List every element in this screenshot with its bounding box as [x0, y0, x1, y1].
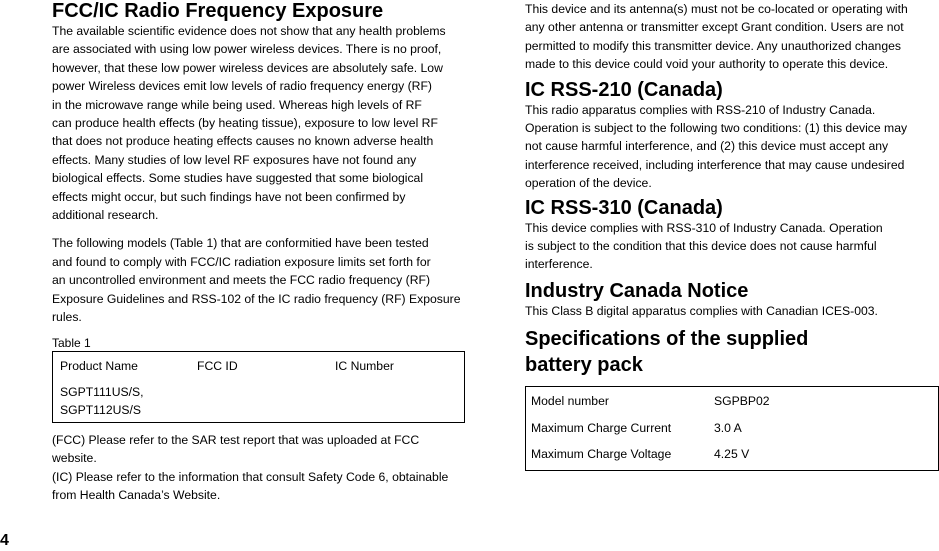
battery-spec-heading	[525, 326, 939, 378]
co-location-paragraph	[525, 0, 939, 74]
text-line: biological effects. Some studies have suggested that some biological	[52, 171, 424, 186]
heading-line: battery pack	[525, 354, 643, 377]
table-header-row	[53, 351, 465, 383]
text-line: additional research.	[52, 208, 159, 223]
models-compliance-paragraph	[52, 234, 465, 326]
text-line: interference.	[525, 257, 593, 272]
fcc-ic-rf-exposure-heading: FCC/IC Radio Frequency Exposure	[52, 0, 384, 22]
text-line: This radio apparatus complies with RSS-210 of Industry Canada.	[525, 102, 876, 117]
product-name-cell	[53, 383, 198, 422]
sar-notes	[52, 431, 465, 505]
text-line: This device and its antenna(s) must not be co-located or operating with	[525, 2, 908, 16]
industry-canada-notice-heading: Industry Canada Notice	[525, 279, 749, 302]
text-line: The available scientific evidence does not show that any health problems	[52, 24, 446, 38]
product-model: SGPT112US/S	[60, 403, 142, 418]
right-column	[525, 0, 939, 471]
text-line: however, that these low power wireless devices are absolutely safe. Low	[52, 60, 443, 75]
table-row	[526, 415, 939, 441]
product-model: SGPT111US/S,	[60, 384, 144, 399]
battery-spec-table	[525, 386, 939, 470]
text-line: Exposure Guidelines and RSS-102 of the IC radio frequency (RF) Exposure	[52, 291, 461, 306]
text-line: made to this device could void your authority to operate this device.	[525, 57, 889, 72]
spec-value: 3.0 A	[714, 420, 742, 435]
spec-label: Maximum Charge Current	[531, 420, 672, 435]
table-row	[526, 441, 939, 470]
left-column	[52, 0, 465, 504]
text-line: effects. Many studies of low level RF exposures have not found any	[52, 152, 417, 167]
text-line: not cause harmful interference, and (2) this device must accept any	[525, 139, 889, 154]
industry-canada-notice-text: This Class B digital apparatus complies with Canadian ICES-003.	[525, 303, 878, 318]
text-line: are associated with using low power wireless devices. There is no proof,	[52, 42, 442, 57]
fcc-id-cell	[197, 383, 335, 422]
rss-310-heading: IC RSS-310 (Canada)	[525, 196, 723, 219]
text-line: an uncontrolled environment and meets the FCC radio frequency (RF)	[52, 273, 430, 288]
text-line: rules.	[52, 310, 82, 325]
text-line: (IC) Please refer to the information that consult Safety Code 6, obtainable	[52, 469, 449, 484]
rss-210-heading: IC RSS-210 (Canada)	[525, 78, 723, 101]
table-row	[526, 387, 939, 415]
rf-exposure-paragraph	[52, 22, 465, 224]
text-line: interference received, including interference that may cause undesired	[525, 157, 905, 172]
rss-310-paragraph	[525, 219, 939, 274]
text-line: power Wireless devices emit low levels of radio frequency energy (RF)	[52, 79, 432, 94]
text-line: and found to comply with FCC/IC radiation exposure limits set forth for	[52, 254, 431, 269]
table-row	[53, 383, 465, 422]
text-line: is subject to the condition that this device does not cause harmful	[525, 239, 877, 254]
text-line: that does not produce heating effects causes no known adverse health	[52, 134, 434, 149]
text-line: any other antenna or transmitter except Grant condition. Users are not	[525, 20, 904, 35]
spec-label: Model number	[531, 394, 609, 409]
table-1-label: Table 1	[52, 335, 91, 350]
heading-line: Specifications of the supplied	[525, 328, 809, 351]
text-line: permitted to modify this transmitter device. Any unauthorized changes	[525, 38, 901, 53]
column-header-product-name: Product Name	[60, 358, 138, 373]
spec-label: Maximum Charge Voltage	[531, 447, 672, 462]
rss-210-paragraph	[525, 101, 939, 193]
text-line: (FCC) Please refer to the SAR test report that was uploaded at FCC	[52, 432, 420, 447]
text-line: can produce health effects (by heating tissue), exposure to low level RF	[52, 116, 438, 131]
text-line: effects might occur, but such findings have not been confirmed by	[52, 189, 406, 204]
text-line: operation of the device.	[525, 176, 652, 191]
page-number: 4	[0, 532, 9, 549]
column-header-fcc-id: FCC ID	[197, 358, 238, 373]
text-line: This device complies with RSS-310 of Industry Canada. Operation	[525, 220, 883, 235]
text-line: The following models (Table 1) that are conformitied have been tested	[52, 236, 429, 251]
spec-value: SGPBP02	[714, 394, 770, 409]
text-line: from Health Canada’s Website.	[52, 487, 221, 502]
text-line: website.	[52, 451, 97, 466]
spec-value: 4.25 V	[714, 447, 750, 462]
column-header-ic-number: IC Number	[335, 358, 394, 373]
text-line: Operation is subject to the following two conditions: (1) this device may	[525, 121, 908, 136]
text-line: in the microwave range while being used. Whereas high levels of RF	[52, 97, 422, 112]
models-table	[52, 351, 465, 423]
ic-number-cell	[335, 383, 465, 422]
